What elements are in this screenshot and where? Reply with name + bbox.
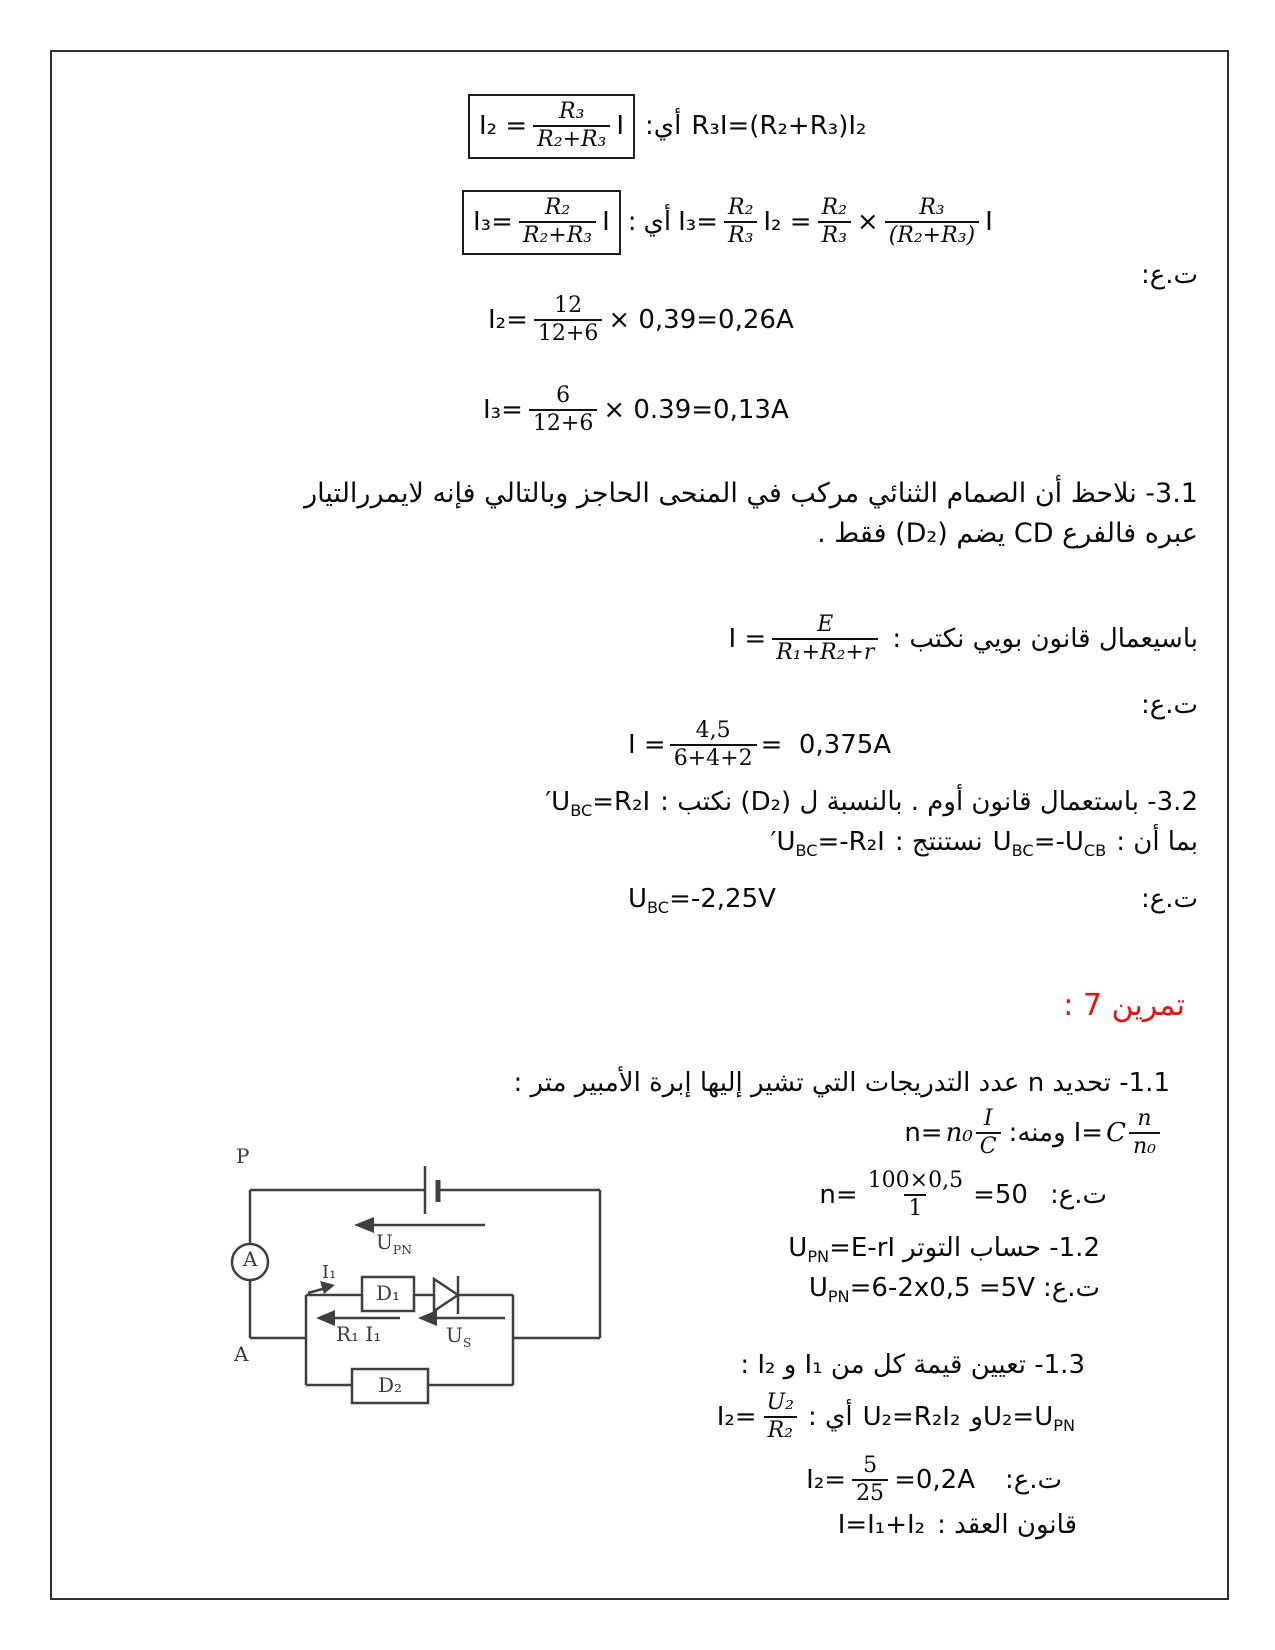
eq-ubc-value: $U_{BC}=-2,25V$ (628, 884, 776, 918)
eq-i2-apply: I₂= $\frac{12}{12+6}$ × 0,39=0,26A (488, 293, 794, 347)
circuit-label-r1i1: R₁ I₁ (336, 1322, 382, 1346)
taa-ain-3: ت.ع: (1140, 884, 1198, 914)
line-n-apply: ت.ع: n= $\frac{100\times 0,5}{1}$ =50 (819, 1168, 1107, 1222)
line-bima: بما أن : $U_{BC}=-U_{CB}$ نستنتج : $U_{BC}=-R_2I'$ (770, 827, 1198, 861)
eq-boxed-i2: R₃I=(R₂+R₃)I₂ أي: I₂ = $\frac{\text{R₃}}{\text{R₂+R₃}}$ I (468, 94, 866, 159)
line-u2: $U_2=U_{PN}و$ U₂=R₂I₂ أي : I₂= $\frac{\text{U₂}}{\text{R₂}}$ (716, 1390, 1075, 1444)
line-1-3: 1.3- تعيين قيمة كل من I₁ و I₂ : (740, 1350, 1085, 1380)
line-1-1: 1.1- تحديد n عدد التدريجات التي تشير إليها إبرة الأمبير متر : (513, 1068, 1170, 1098)
taa-ain-2: ت.ع: (1140, 690, 1198, 720)
line-node-law: قانون العقد : I=I₁+I₂ (837, 1510, 1077, 1540)
line-pouillet: باسيعمال قانون بويي نكتب : I = $\frac{E}{\text{R₁+R₂+r}}$ (728, 612, 1198, 666)
line-3-2: 3.2- باستعمال قانون أوم . بالنسبة ل (D₂) نكتب : $U_{BC}=R_2I'$ (545, 787, 1198, 821)
circuit-label-i1: I₁ (322, 1262, 337, 1283)
circuit-label-d2: D₂ (378, 1373, 403, 1397)
line-1-2: 1.2- حساب التوتر $U_{PN}=E-rI$ (788, 1233, 1100, 1267)
taa-ain-1: ت.ع: (1140, 260, 1198, 290)
circuit-diagram (200, 1140, 630, 1440)
circuit-label-p: P (236, 1144, 250, 1168)
eq-i3-apply: I₃= $\frac{6}{12+6}$ × 0.39=0,13A (483, 383, 789, 437)
line-upn-apply: ت.ع: $U_{PN}=6-2x0,5 =5V$ (808, 1273, 1100, 1307)
circuit-label-d1: D₁ (376, 1281, 401, 1305)
line-n-derivation: I= C $\frac{n}{\text{n₀}}$ ومنه: n= n₀ $\frac{I}{C}$ (904, 1106, 1160, 1161)
circuit-label-upn: $U_{PN}$ (376, 1230, 413, 1257)
eq-i-apply: I = $\frac{4,5}{6+4+2}$ = 0,375A (628, 718, 892, 772)
para-3-1: 3.1- نلاحظ أن الصمام الثنائي مركب في المنحى الحاجز وبالتالي فإنه لايمررالتيار عبره فالفرع CD يضم (D₂) فقط . (304, 478, 1198, 549)
battery-icon (425, 1166, 438, 1214)
circuit-label-ammeter: A (243, 1247, 258, 1271)
eq-boxed-i3: I₃= $\frac{\text{R₂}}{\text{R₃}}$ I₂ = $\frac{\text{R₂}}{\text{R₃}}$ × $\frac{\text{R₃}}{\text{(R₂+R₃)}}$ I أي : I₃= $\frac{\text{R₂}}{\text{R₂+R₃}}$ I (462, 190, 993, 255)
diode-icon (434, 1276, 458, 1314)
heading-ex7: تمرين 7 : (1063, 988, 1185, 1023)
circuit-label-us: $U_S$ (446, 1323, 472, 1350)
eq-i2-value: ت.ع: I₂= $\frac{5}{25}$ =0,2A (806, 1453, 1062, 1507)
upn-arrow-icon (354, 1217, 485, 1233)
circuit-wires (250, 1190, 600, 1385)
circuit-svg (200, 1140, 630, 1440)
circuit-label-terminal-a: A (234, 1342, 249, 1366)
